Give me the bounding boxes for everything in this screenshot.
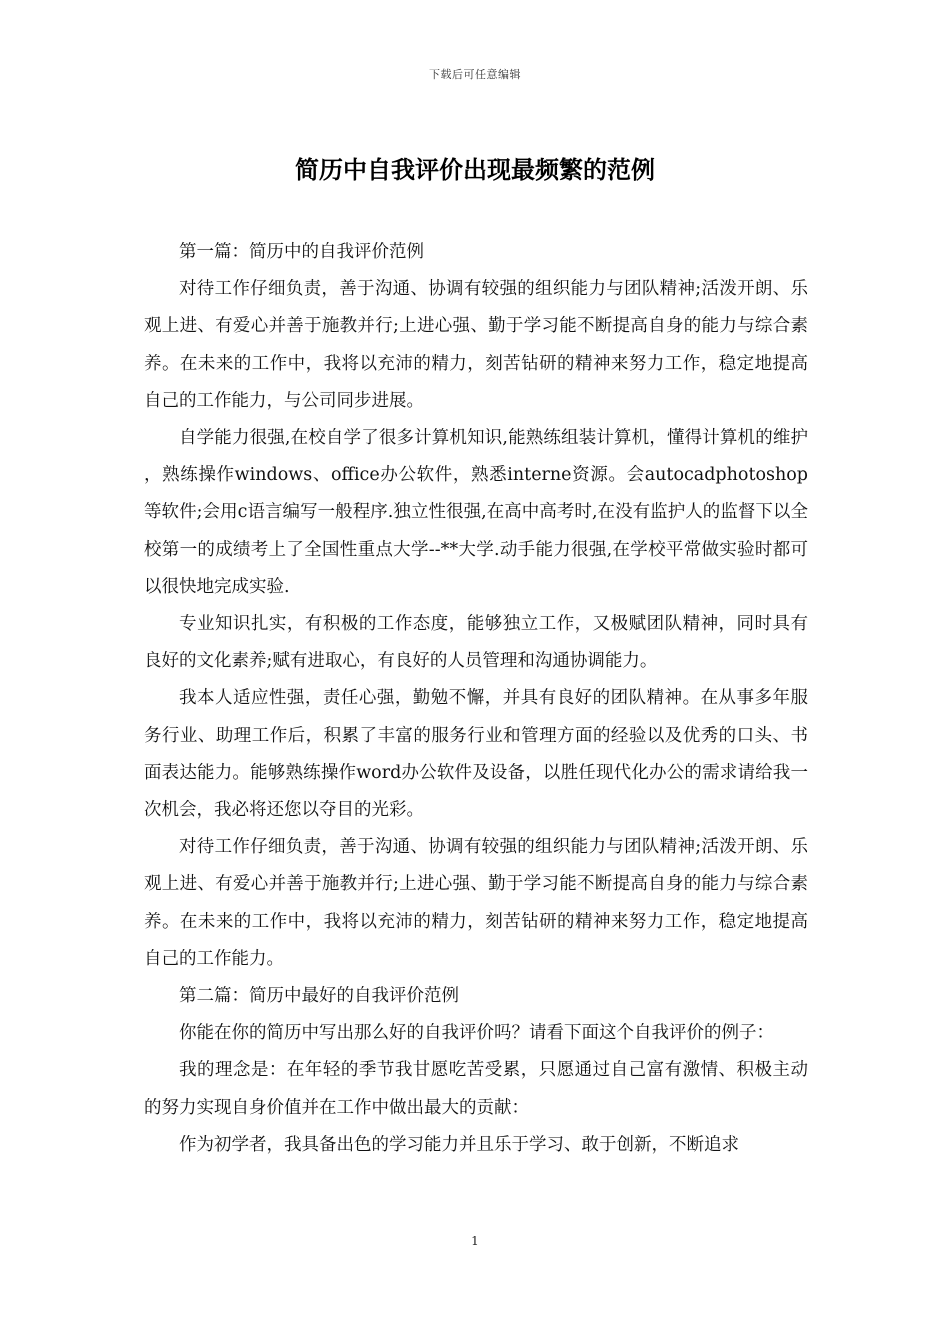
- paragraph: 你能在你的简历中写出那么好的自我评价吗？请看下面这个自我评价的例子：: [179, 1023, 774, 1044]
- paragraph: 作为初学者，我具备出色的学习能力并且乐于学习、敢于创新，不断追求: [179, 1134, 739, 1155]
- paragraph: 对待工作仔细负责，善于沟通、协调有较强的组织能力与团队精神;活泼开朗、乐观上进、有爱心并善于施教并行;上进心强、勤于学习能不断提高自身的能力与综合素养。在未来的工作中，我将以充沛的精力，刻苦钻研的精神来努力工作，稳定地提高自己的工作能力，与公司同步进展。: [144, 279, 808, 411]
- paragraph: 我本人适应性强，责任心强，勤勉不懈，并具有良好的团队精神。在从事多年服务行业、助理工作后，积累了丰富的服务行业和管理方面的经验以及优秀的口头、书面表达能力。能够熟练操作word办公软件及设备，以胜任现代化办公的需求请给我一次机会，我必将还您以夺目的光彩。: [144, 688, 808, 821]
- paragraph: 我的理念是：在年轻的季节我甘愿吃苦受累，只愿通过自己富有激情、积极主动的努力实现自身价值并在工作中做出最大的贡献：: [144, 1060, 808, 1118]
- section-heading-1: 第一篇：简历中的自我评价范例: [179, 242, 424, 262]
- paragraph: 专业知识扎实，有积极的工作态度，能够独立工作，又极赋团队精神，同时具有良好的文化素养;赋有进取心，有良好的人员管理和沟通协调能力。: [144, 614, 808, 672]
- paragraph: 对待工作仔细负责，善于沟通、协调有较强的组织能力与团队精神;活泼开朗、乐观上进、有爱心并善于施教并行;上进心强、勤于学习能不断提高自身的能力与综合素养。在未来的工作中，我将以充沛的精力，刻苦钻研的精神来努力工作，稳定地提高自己的工作能力。: [144, 837, 808, 969]
- header-note: 下载后可任意编辑: [429, 68, 521, 81]
- section-heading-2: 第二篇：简历中最好的自我评价范例: [179, 986, 459, 1007]
- page-number: 1: [471, 1234, 479, 1248]
- document-body: [144, 234, 808, 1164]
- paragraph: 自学能力很强,在校自学了很多计算机知识,能熟练组装计算机，懂得计算机的维护，熟练操作windows、office办公软件，熟悉interne资源。会autocadphotoshop等软件;会用c语言编写一般程序.独立性很强,在高中高考时,在没有监护人的监督下以全校第一的成绩考上了全国性重点大学--**大学.动手能力很强,在学校平常做实验时都可以很快地完成实验.: [144, 428, 808, 597]
- document-title: 简历中自我评价出现最频繁的范例: [295, 156, 655, 184]
